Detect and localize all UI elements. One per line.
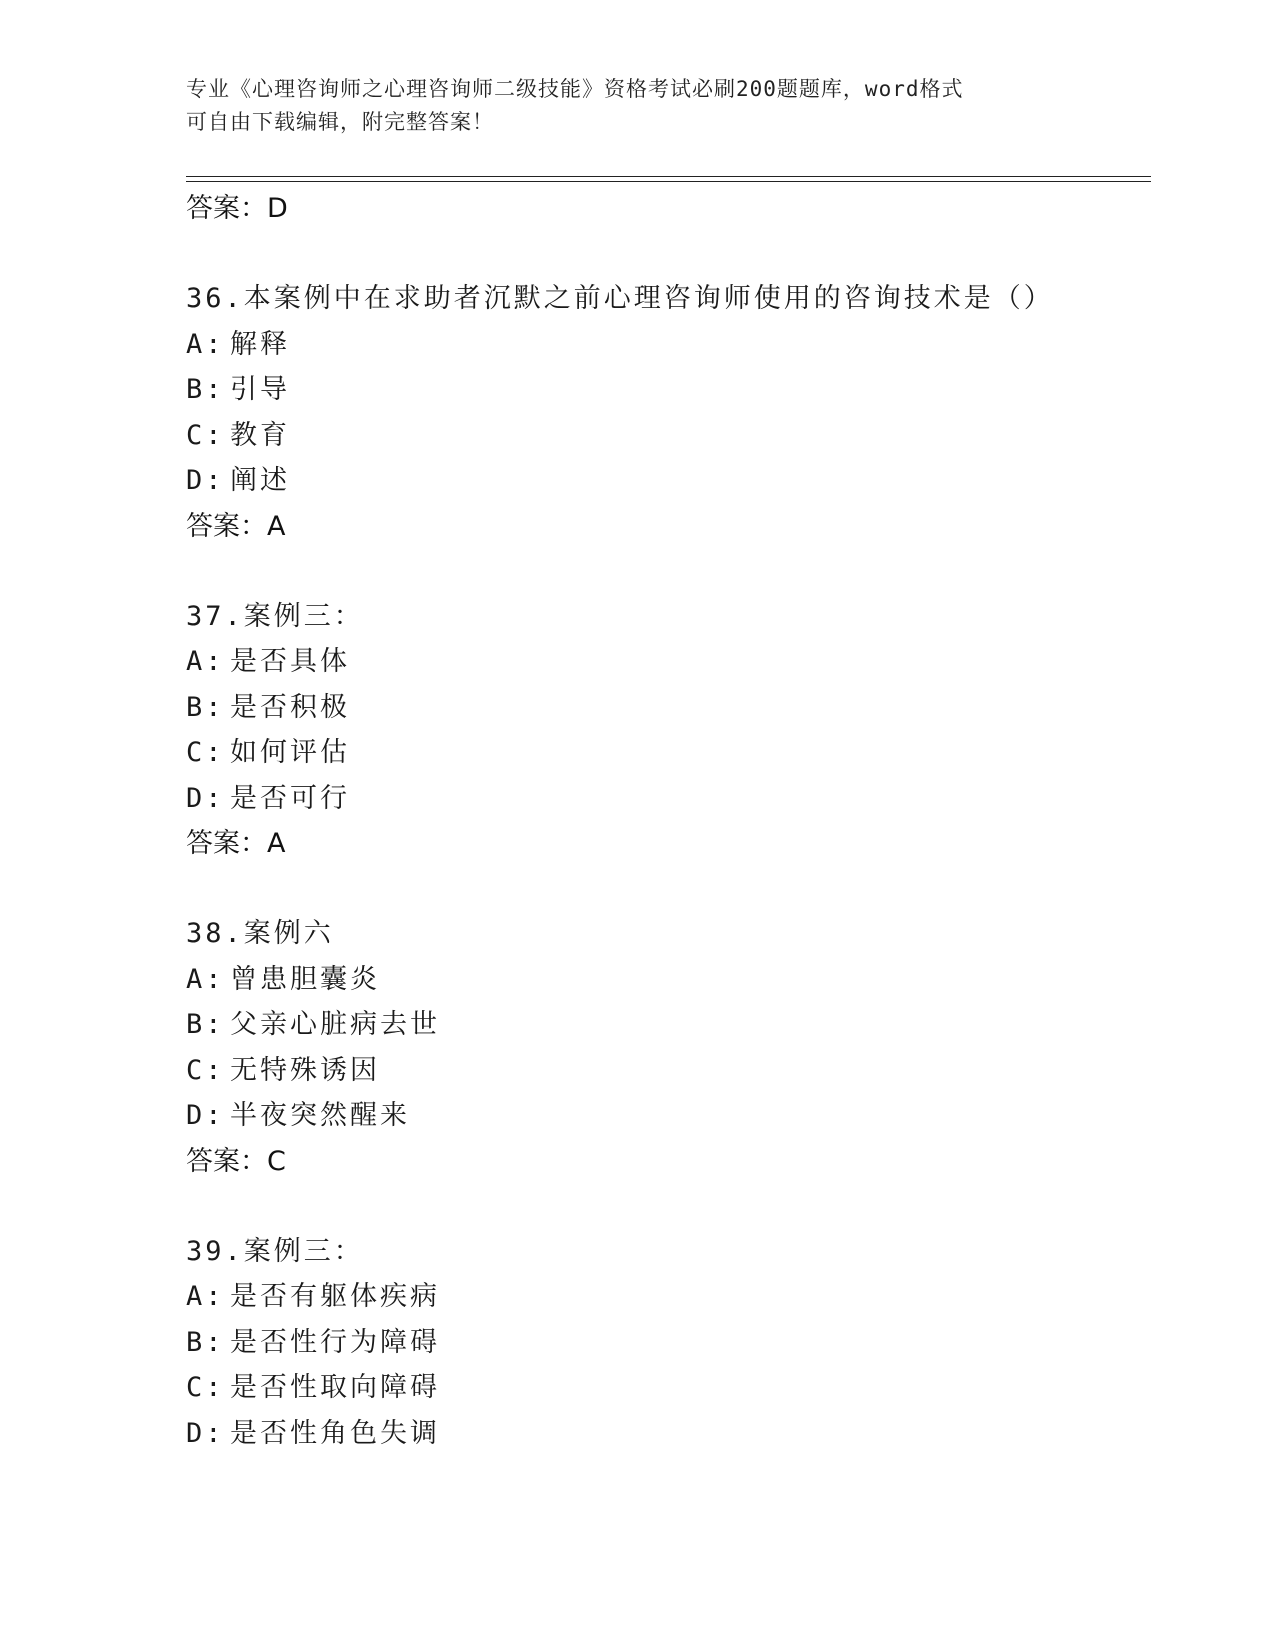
- option-c: [186, 1048, 1151, 1094]
- option-text: 是否积极: [230, 691, 350, 723]
- option-text: 解释: [230, 328, 290, 360]
- option-letter: D:: [186, 1100, 225, 1131]
- option-letter: B:: [186, 374, 225, 405]
- question-stem: 38.案例六: [186, 918, 334, 949]
- option-d: [186, 1411, 1151, 1457]
- option-text: 引导: [230, 374, 290, 405]
- option-letter: C:: [186, 1054, 225, 1086]
- option-a: [186, 322, 1151, 368]
- option-text: 教育: [230, 419, 290, 451]
- option-text: 阐述: [230, 465, 290, 496]
- option-b: [186, 685, 1151, 731]
- option-b: [186, 1320, 1151, 1366]
- answer-previous: 答案：D: [186, 193, 288, 224]
- question-39: [186, 1229, 1151, 1457]
- spacer: [186, 1184, 1151, 1229]
- option-c: [186, 413, 1151, 459]
- question-36: [186, 276, 1151, 549]
- option-text: 是否可行: [230, 782, 350, 814]
- question-stem: 36.本案例中在求助者沉默之前心理咨询师使用的咨询技术是（）: [186, 283, 1054, 314]
- option-text: 无特殊诱因: [230, 1054, 380, 1086]
- option-letter: A:: [186, 963, 225, 995]
- question-list: [186, 186, 1151, 1456]
- option-letter: D:: [186, 782, 225, 814]
- option-letter: C:: [186, 1372, 225, 1403]
- option-letter: C:: [186, 419, 225, 451]
- option-letter: B:: [186, 691, 225, 723]
- option-text: 父亲心脏病去世: [230, 1009, 440, 1040]
- spacer: [186, 231, 1151, 276]
- option-d: [186, 1093, 1151, 1139]
- header-line-2: 可自由下载编辑，附完整答案！: [186, 110, 494, 134]
- header-divider: [186, 176, 1151, 182]
- option-letter: C:: [186, 737, 225, 768]
- spacer: [186, 549, 1151, 594]
- option-letter: D:: [186, 1417, 225, 1449]
- question-37: [186, 594, 1151, 867]
- option-c: [186, 730, 1151, 776]
- option-a: [186, 957, 1151, 1003]
- question-38: [186, 911, 1151, 1184]
- option-b: [186, 1002, 1151, 1048]
- option-text: 半夜突然醒来: [230, 1100, 410, 1131]
- option-letter: D:: [186, 465, 225, 496]
- answer-36: 答案：A: [186, 510, 286, 542]
- question-stem: 39.案例三：: [186, 1235, 364, 1267]
- option-letter: B:: [186, 1326, 225, 1358]
- spacer: [186, 866, 1151, 911]
- question-stem: 37.案例三：: [186, 600, 364, 632]
- option-text: 是否性角色失调: [230, 1417, 440, 1449]
- option-text: 曾患胆囊炎: [230, 963, 380, 995]
- option-a: [186, 639, 1151, 685]
- option-text: 是否性取向障碍: [230, 1372, 440, 1403]
- answer-38: 答案：C: [186, 1145, 286, 1177]
- option-a: [186, 1274, 1151, 1320]
- option-text: 如何评估: [230, 737, 350, 768]
- option-c: [186, 1365, 1151, 1411]
- header-line-1: 专业《心理咨询师之心理咨询师二级技能》资格考试必刷200题题库，word格式: [186, 77, 964, 101]
- option-d: [186, 776, 1151, 822]
- option-letter: B:: [186, 1009, 225, 1040]
- option-text: 是否具体: [230, 646, 350, 677]
- option-d: [186, 458, 1151, 504]
- option-text: 是否性行为障碍: [230, 1326, 440, 1358]
- option-letter: A:: [186, 328, 225, 360]
- option-letter: A:: [186, 646, 225, 677]
- answer-37: 答案：A: [186, 828, 286, 859]
- option-b: [186, 367, 1151, 413]
- option-letter: A:: [186, 1281, 225, 1312]
- page-header: [186, 73, 1086, 139]
- option-text: 是否有躯体疾病: [230, 1281, 440, 1312]
